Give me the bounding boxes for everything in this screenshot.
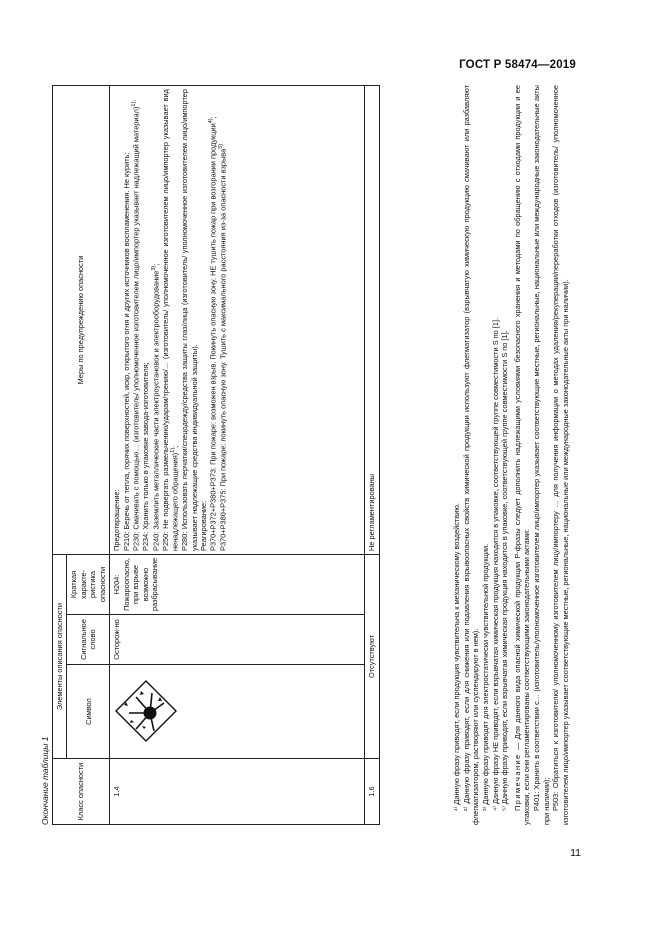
measure-p280: P280: Использовать перчатки/спецодежду/средства защиты глаз/лица (изготовитель/ уполномоченное изготовителем лицо/импортер указывает надлежащие средства индивидуальной защиты). (180, 89, 199, 551)
measure-p210: P210: Беречь от тепла, горячих поверхностей, искр, открытого огня и других источников воспламенения. Не курить; (121, 152, 131, 551)
measures-cell (110, 86, 365, 555)
measure-p250: P250: Не подвергать размельчению/ударам/трению/… (изготовитель/ уполномоченное изготовителем лицо/импортер указывает вид ненадлежащего обращения)$^{1)}$; (160, 89, 180, 551)
brief-cell (110, 554, 365, 614)
col-header-brief: Краткая характе-ристика опасности (67, 554, 110, 614)
measures-cell: Не регламентированы (365, 86, 379, 555)
exploding-bomb-icon (114, 680, 178, 744)
table-row (110, 86, 365, 825)
note-p401: P401: Хранить в соответствии с… (изготовитель/уполномоченное изготовителем лицо/импортер указывает соответствующие местные, региональные, национальные или международные законодательные акты при наличии); (532, 85, 551, 825)
col-header-class: Класс опасности (53, 759, 110, 825)
footnote-3: ³⁾ Данную фразу приводят для электростатически чувствительной продукции. (480, 543, 490, 811)
standard-header: ГОСТ Р 58474—2019 (459, 59, 576, 71)
measure-p240: P240: Заземлить металлические части электроустановок и электрооборудование$^{3)}$; (150, 263, 161, 551)
symbol-cell (110, 665, 365, 759)
footnote-2: ²⁾ Данную фразу приводят, если для снижения или подавления взрывоопасных свойств химической продукции используют флегматизатор (взрывчатую химическую продукцию смачивают или разбавляют флегматизатором, растворяют или суспендируют в нем). (461, 85, 481, 825)
class-cell: 1.6 (365, 759, 379, 825)
note-p503: P503: Обратиться к изготовителю/ уполномоченному изготовителем лицу/импортеру … для получения информации о методах удаления/рекуперации/переработки отходов (изготовитель/ уполномоченное изготовителем лицо/импортер указывает соответствующие местные, региональные, национальные или международные законодательные акты при наличии). (551, 85, 570, 825)
footnote-4: ⁴⁾ Данную фразу НЕ приводят, если взрывчатая химическая продукция находится в упаковке, соответствующей группе совместимости S по [1]. (490, 317, 500, 811)
note-text: — Для данного вида опасной химической продукции Р-фразы следует дополнить надлежащими условиями безопасного хранения и методами по обращению с отходами продукции и ее упаковки, если они регламентированы соответствующими законодательными актами: (512, 85, 532, 825)
elements-cell: Отсутствуют (365, 554, 379, 758)
col-header-symbol: Символ (67, 665, 110, 759)
table-header-row (53, 86, 67, 825)
measure-heading: Предотвращение: (112, 489, 122, 551)
col-header-measures: Меры по предупреждению опасности (53, 86, 110, 555)
measure-p230: P230: Смачивать с помощью… (изготовитель/ уполномоченное изготовителем лицо/импортер указывает надлежащий материал)$^{1);}$ (131, 100, 141, 551)
measure-p370-372: P370+P372+P380+P373: При пожаре: возможен взрыв. Покинуть опасную зону. НЕ тушить пожар при возгорании продукции$^{4)}$; (208, 116, 218, 551)
table-caption: Окончание таблицы 1 (40, 736, 50, 825)
rotated-content (40, 85, 570, 825)
rotated-page-frame (40, 85, 570, 825)
note-paragraph (513, 85, 532, 825)
signal-word-cell: Осторож-но (110, 615, 365, 665)
col-header-signal: Сигнальное слово (67, 615, 110, 665)
col-header-elements: Элементы описания опасности (53, 554, 67, 758)
class-cell: 1.4 (110, 759, 365, 825)
measure-p234: P234: Хранить только в упаковке завода-изготовителя; (141, 362, 151, 551)
page-number: 11 (570, 847, 581, 859)
hazard-table (52, 85, 380, 825)
measure-p370-375: P370+P380+P375: При пожаре: покинуть опасную зону. Тушить с максимального расстояния из-за опасности взрыва$^{5)}$ (218, 143, 228, 551)
measure-heading-response: Реагирование: (198, 500, 208, 551)
hazard-code: H204: (112, 574, 122, 595)
hazard-brief: Пожароопасно, при взрыве возможно разбрасывание (121, 557, 160, 611)
footnotes-block (452, 85, 571, 825)
note-label: Примечание (512, 753, 522, 811)
table-row (365, 86, 379, 825)
footnote-5: ⁵⁾ Данную фразу приводят, если взрывчатая химическая продукция находится в упаковке, соответствующей группе совместимости S по [1]. (500, 330, 510, 811)
footnote-1: ¹⁾ Данную фразу приводят, если продукция чувствительна к механическому воздействию. (452, 503, 461, 811)
